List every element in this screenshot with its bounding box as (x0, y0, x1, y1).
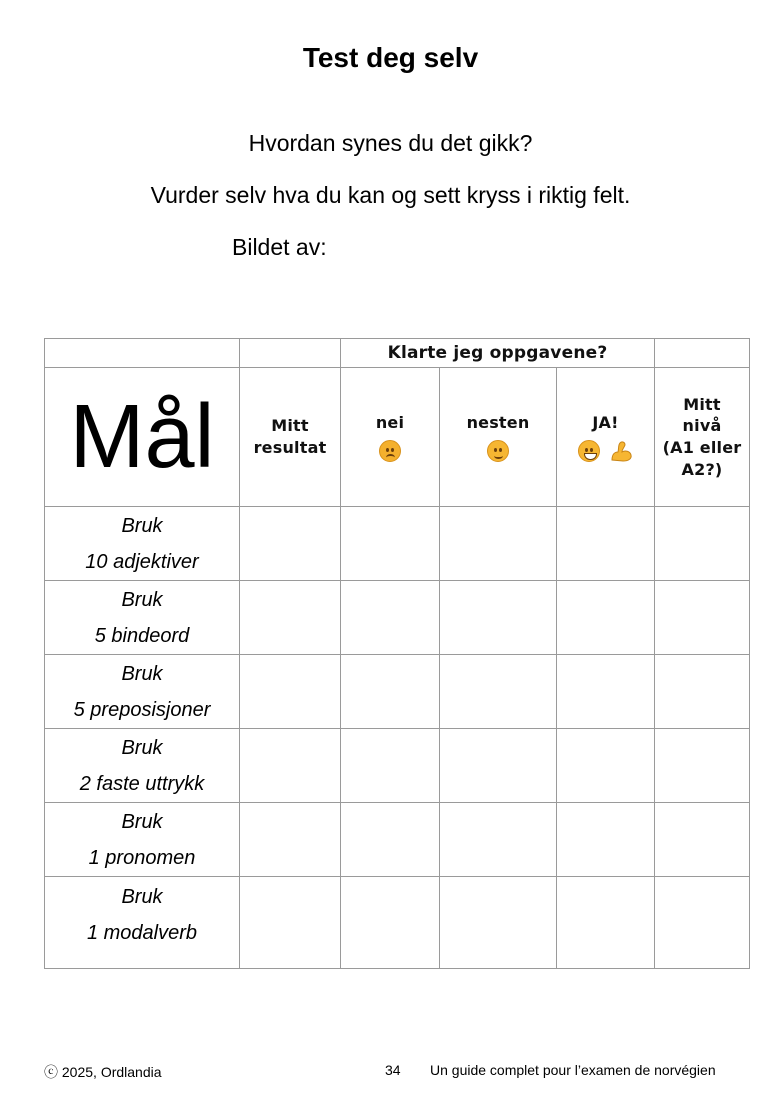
result-cell[interactable] (240, 729, 341, 803)
yes-header-label: JA! (592, 413, 619, 433)
result-header-line: resultat (253, 438, 327, 457)
goal-cell (45, 877, 240, 969)
almost-cell[interactable] (440, 803, 557, 877)
level-cell[interactable] (655, 729, 750, 803)
level-header-line: (A1 eller (662, 438, 742, 457)
goal-header-cell (45, 368, 240, 507)
goal-item: 1 pronomen (88, 846, 196, 869)
result-cell[interactable] (240, 507, 341, 581)
table-row (45, 507, 750, 581)
no-header-label: nei (375, 413, 405, 433)
instruction-text: Vurder selv hva du kan og sett kryss i riktig felt. (150, 182, 631, 208)
table-row (45, 729, 750, 803)
yes-cell[interactable] (557, 803, 655, 877)
yes-cell[interactable] (557, 581, 655, 655)
flexed-biceps-icon (609, 440, 633, 462)
table-row (45, 877, 750, 969)
almost-cell[interactable] (440, 507, 557, 581)
empty-header-cell (45, 339, 240, 368)
level-cell[interactable] (655, 877, 750, 969)
goal-verb: Bruk (121, 514, 163, 537)
level-header-line: Mitt (683, 394, 721, 414)
level-cell[interactable] (655, 655, 750, 729)
goal-item: 5 preposisjoner (73, 698, 211, 721)
smiling-face-icon (487, 440, 509, 462)
level-cell[interactable] (655, 507, 750, 581)
goal-verb: Bruk (121, 886, 163, 908)
level-cell[interactable] (655, 803, 750, 877)
picture-of-label: Bildet av: (232, 234, 327, 260)
no-cell[interactable] (341, 729, 440, 803)
almost-cell[interactable] (440, 877, 557, 969)
group-header-label: Klarte jeg oppgavene? (387, 342, 608, 363)
yes-cell[interactable] (557, 507, 655, 581)
page-title: Test deg selv (302, 42, 479, 73)
yes-cell[interactable] (557, 877, 655, 969)
almost-header-label: nesten (466, 413, 530, 433)
goal-item: 2 faste uttrykk (79, 772, 205, 795)
empty-header-cell (240, 339, 341, 368)
footer-page-number: 34 (385, 1062, 401, 1078)
goal-verb: Bruk (121, 736, 163, 759)
empty-header-cell (655, 339, 750, 368)
question-text: Hvordan synes du det gikk? (248, 130, 533, 156)
yes-cell[interactable] (557, 655, 655, 729)
frowning-face-icon (379, 440, 401, 462)
goal-item: 10 adjektiver (85, 550, 199, 573)
result-cell[interactable] (240, 877, 341, 969)
level-header-cell (655, 368, 750, 507)
goal-item: 1 modalverb (86, 922, 198, 944)
result-cell[interactable] (240, 655, 341, 729)
no-cell[interactable] (341, 581, 440, 655)
result-cell[interactable] (240, 581, 341, 655)
yes-header-cell (557, 368, 655, 507)
goal-cell (45, 507, 240, 581)
footer-copyright: ⓒ 2025, Ordlandia (44, 1064, 162, 1080)
table-row (45, 655, 750, 729)
self-assessment-table (44, 338, 750, 969)
level-header-line: A2?) (681, 459, 723, 479)
table-row (45, 803, 750, 877)
almost-cell[interactable] (440, 581, 557, 655)
table-group-header-row (45, 339, 750, 368)
table-column-header-row (45, 368, 750, 507)
almost-header-cell (440, 368, 557, 507)
no-cell[interactable] (341, 507, 440, 581)
no-cell[interactable] (341, 803, 440, 877)
goal-verb: Bruk (121, 810, 163, 833)
grinning-face-icon (578, 440, 600, 462)
goal-cell (45, 581, 240, 655)
result-header-line: Mitt (271, 416, 309, 436)
goal-verb: Bruk (121, 588, 163, 611)
footer-book-title: Un guide complet pour l’examen de norvégien (430, 1062, 716, 1078)
result-header-cell (240, 368, 341, 507)
no-cell[interactable] (341, 655, 440, 729)
level-cell[interactable] (655, 581, 750, 655)
no-cell[interactable] (341, 877, 440, 969)
table-row (45, 581, 750, 655)
goal-cell (45, 803, 240, 877)
level-header-line: nivå (682, 416, 722, 436)
yes-cell[interactable] (557, 729, 655, 803)
goal-cell (45, 729, 240, 803)
result-cell[interactable] (240, 803, 341, 877)
goal-item: 5 bindeord (94, 624, 190, 647)
goal-header-label: Mål (69, 387, 215, 487)
no-header-cell (341, 368, 440, 507)
group-header-cell (341, 339, 655, 368)
goal-verb: Bruk (121, 662, 163, 685)
goal-cell (45, 655, 240, 729)
almost-cell[interactable] (440, 729, 557, 803)
almost-cell[interactable] (440, 655, 557, 729)
